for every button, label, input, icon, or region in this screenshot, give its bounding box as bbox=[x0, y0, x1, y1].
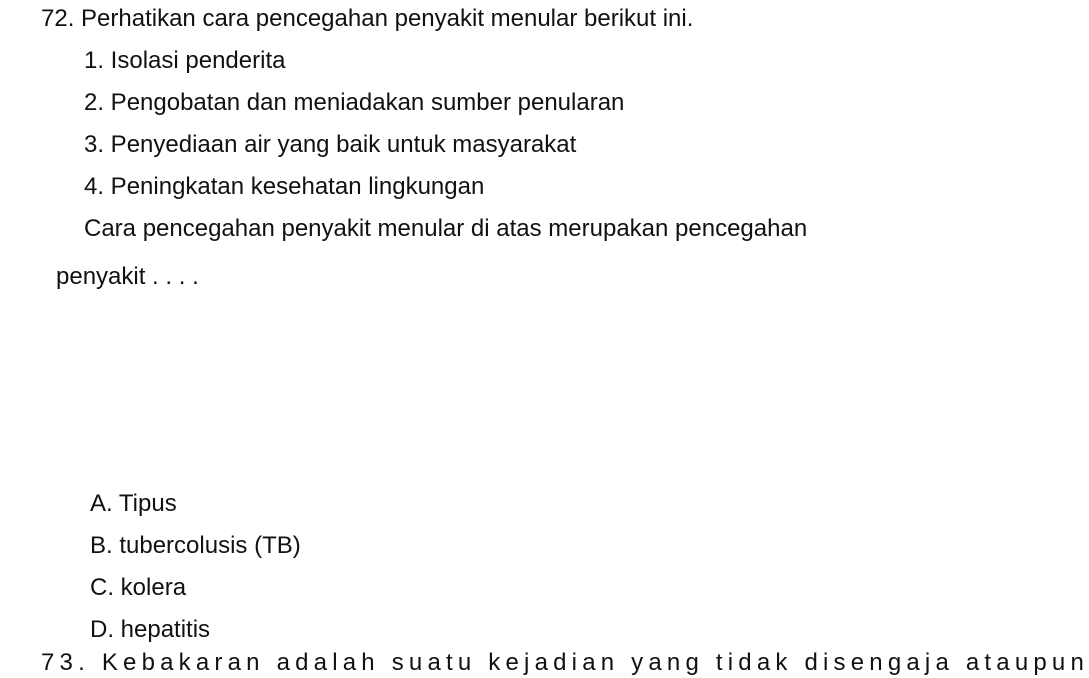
list-item: 4. Peningkatan kesehatan lingkungan bbox=[84, 173, 485, 200]
question-title: 72. Perhatikan cara pencegahan penyakit menular berikut ini. bbox=[41, 5, 694, 32]
answer-option-c: C. kolera bbox=[90, 574, 187, 601]
answer-option-a: A. Tipus bbox=[90, 490, 177, 517]
list-item: 3. Penyediaan air yang baik untuk masyarakat bbox=[84, 131, 577, 158]
list-item: 1. Isolasi penderita bbox=[84, 47, 286, 74]
next-question-partial: 73. Kebakaran adalah suatu kejadian yang tidak disengaja ataupun bbox=[41, 649, 1089, 676]
question-stem-line-1: Cara pencegahan penyakit menular di atas merupakan pencegahan bbox=[84, 215, 808, 242]
question-stem-line-2: penyakit . . . . bbox=[56, 263, 199, 290]
answer-option-b: B. tubercolusis (TB) bbox=[90, 532, 301, 559]
answer-option-d: D. hepatitis bbox=[90, 616, 211, 643]
list-item: 2. Pengobatan dan meniadakan sumber penularan bbox=[84, 89, 625, 116]
